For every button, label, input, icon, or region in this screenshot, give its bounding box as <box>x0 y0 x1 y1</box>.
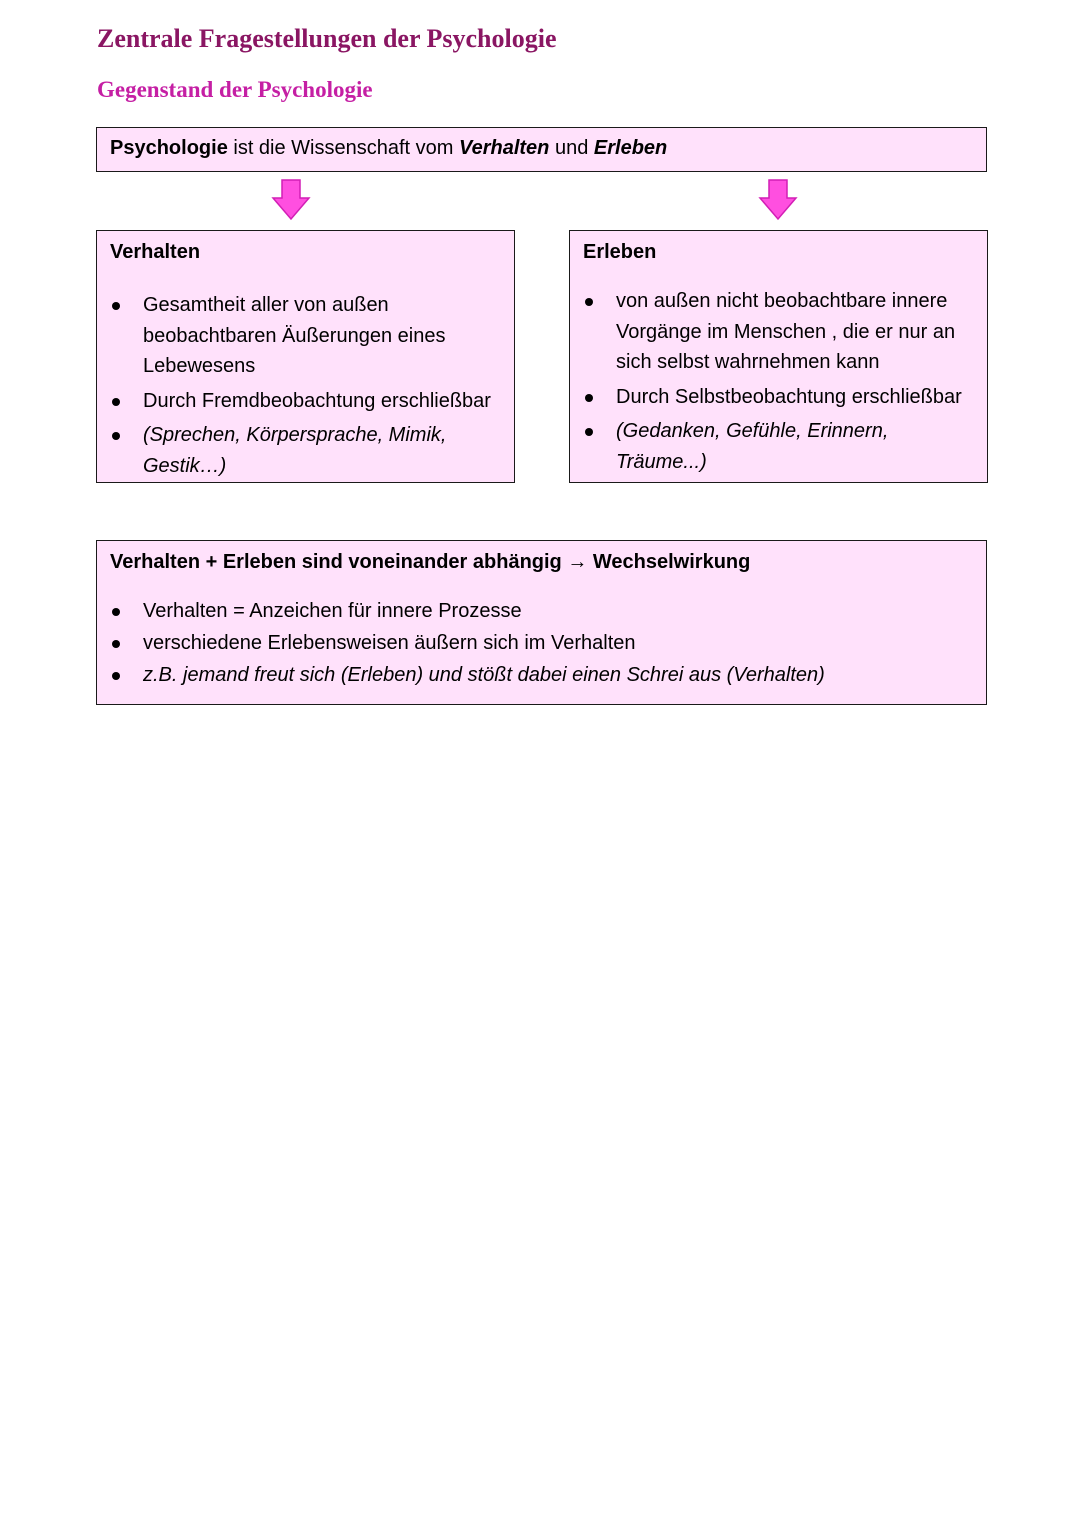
list-item: z.B. jemand freut sich (Erleben) und stößt dabei einen Schrei aus (Verhalten) <box>110 660 973 690</box>
verhalten-heading: Verhalten <box>110 241 201 263</box>
list-item: verschiedene Erlebensweisen äußern sich im Verhalten <box>110 628 973 658</box>
definition-text-1: ist die Wissenschaft vom <box>227 137 459 159</box>
list-item: Verhalten = Anzeichen für innere Prozesse <box>110 596 973 626</box>
list-item: (Gedanken, Gefühle, Erinnern, Träume...) <box>583 416 974 477</box>
definition-text-2: und <box>549 137 594 159</box>
definition-erleben: Erleben <box>593 137 668 159</box>
erleben-heading: Erleben <box>583 241 657 263</box>
verhalten-list <box>110 290 501 481</box>
list-item: Durch Fremdbeobachtung erschließbar <box>110 386 501 417</box>
relation-heading: Verhalten + Erleben sind voneinander abhängig → Wechselwirkung <box>110 551 751 573</box>
page-title: Zentrale Fragestellungen der Psychologie <box>97 24 557 53</box>
list-item: Durch Selbstbeobachtung erschließbar <box>583 382 974 413</box>
section-subtitle: Gegenstand der Psychologie <box>97 77 373 102</box>
erleben-list <box>583 286 974 477</box>
erleben-box <box>569 230 988 483</box>
arrow-down-icon <box>271 179 311 221</box>
definition-term: Psychologie <box>110 137 228 159</box>
definition-verhalten: Verhalten <box>459 137 550 159</box>
verhalten-box <box>96 230 515 483</box>
list-item: (Sprechen, Körpersprache, Mimik, Gestik…) <box>110 420 501 481</box>
definition-box <box>96 127 987 172</box>
list-item: Gesamtheit aller von außen beobachtbaren Äußerungen eines Lebewesens <box>110 290 501 382</box>
relation-list <box>110 596 973 690</box>
relation-box <box>96 540 987 705</box>
list-item: von außen nicht beobachtbare innere Vorgänge im Menschen , die er nur an sich selbst wahrnehmen kann <box>583 286 974 378</box>
arrow-down-icon <box>758 179 798 221</box>
